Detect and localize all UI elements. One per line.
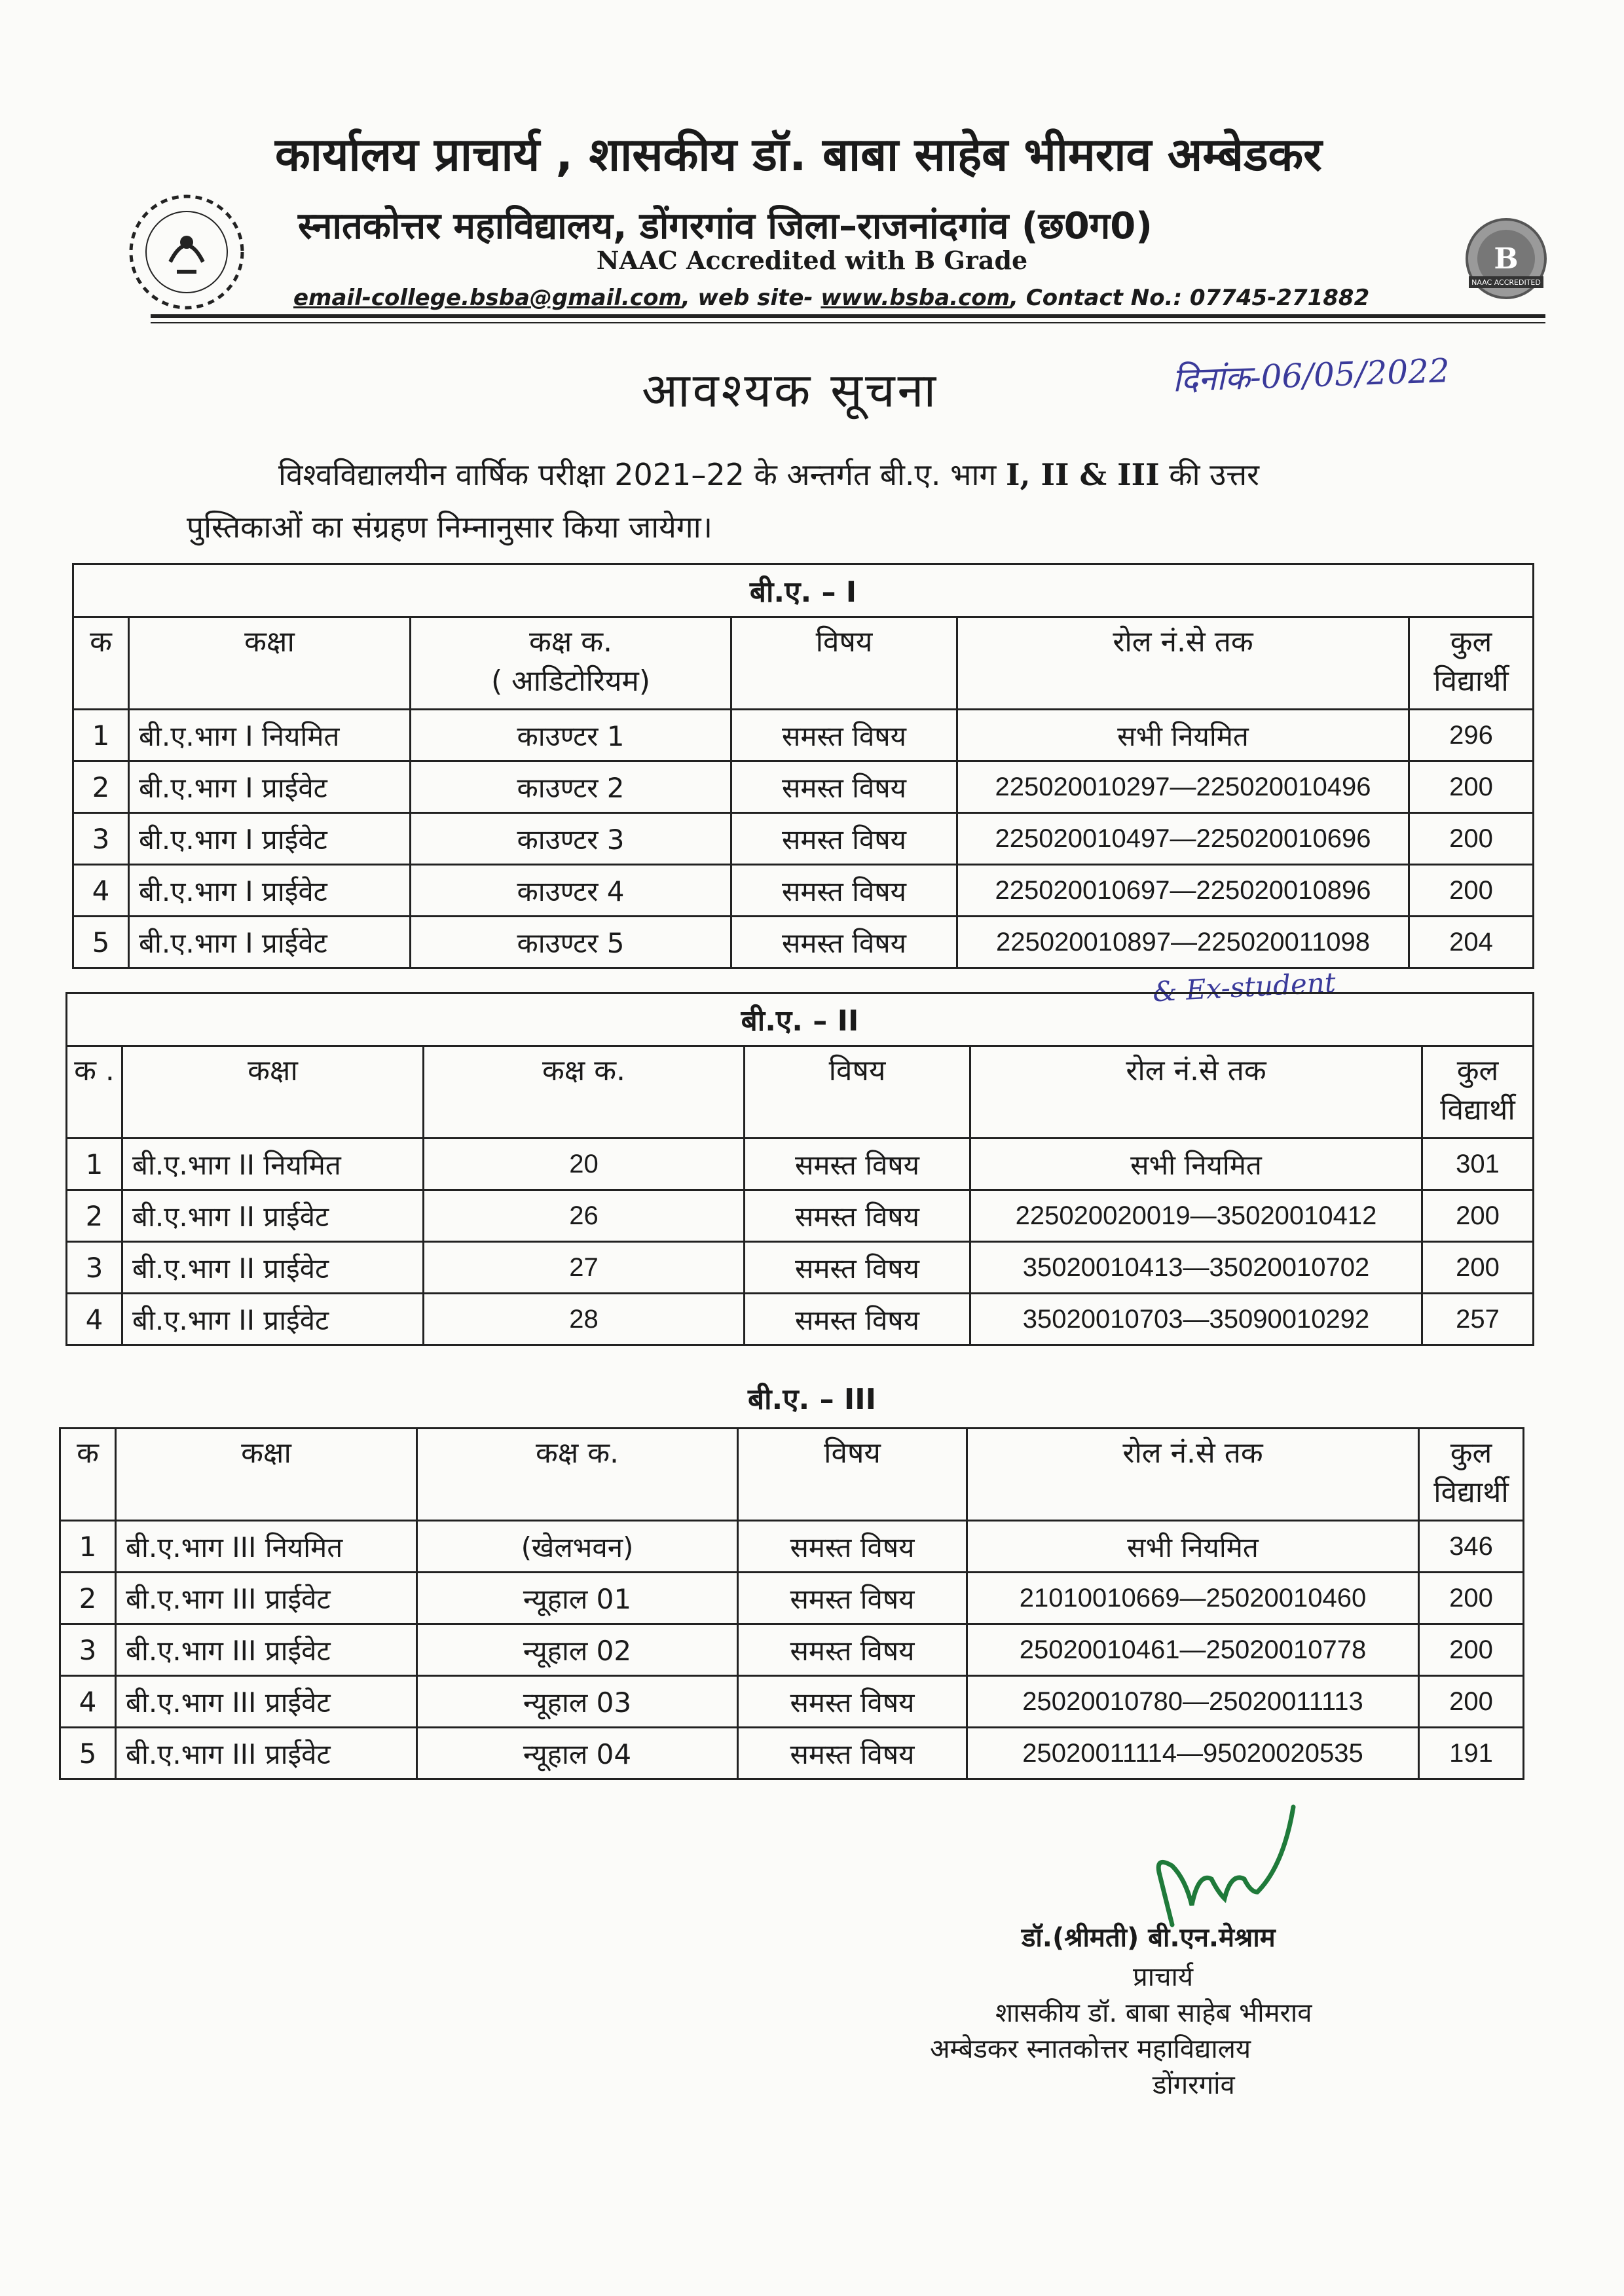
notice-title: आवश्यक सूचना [642, 363, 939, 418]
cell-subject: समस्त विषय [738, 1521, 967, 1573]
col-header-roll: रोल नं.से तक [970, 1046, 1422, 1139]
cell-sn: 3 [67, 1242, 122, 1294]
signatory-place: डोंगरगांव [1153, 2070, 1235, 2100]
cell-roll: सभी नियमित [967, 1521, 1419, 1573]
cell-room: न्यूहाल 03 [417, 1676, 738, 1728]
intro-text-line2: पुस्तिकाओं का संग्रहण निम्नानुसार किया जायेगा। [187, 509, 713, 545]
cell-subject: समस्त विषय [745, 1139, 970, 1190]
table-caption: बी.ए. – I [73, 564, 1534, 617]
col-header-class: कक्षा [129, 617, 411, 710]
cell-subject: समस्त विषय [738, 1624, 967, 1676]
cell-subject: समस्त विषय [745, 1190, 970, 1242]
badge-caption: NAAC ACCREDITED [1471, 278, 1541, 287]
cell-subject: समस्त विषय [731, 710, 957, 761]
cell-room: न्यूहाल 04 [417, 1728, 738, 1779]
cell-total: 200 [1419, 1676, 1524, 1728]
cell-room: काउण्टर 1 [411, 710, 731, 761]
cell-subject: समस्त विषय [731, 865, 957, 917]
cell-total: 346 [1419, 1521, 1524, 1573]
cell-class: बी.ए.भाग I प्राईवेट [129, 761, 411, 813]
table-row [73, 917, 1534, 968]
cell-subject: समस्त विषय [731, 813, 957, 865]
cell-room: 28 [424, 1294, 745, 1345]
cell-room: न्यूहाल 02 [417, 1624, 738, 1676]
email-link[interactable]: email-college.bsba@gmail.com [293, 285, 682, 311]
intro-text-a: विश्वविद्यालयीन वार्षिक परीक्षा 2021–22 के अन्तर्गत बी.ए. भाग [278, 457, 1006, 492]
cell-roll: सभी नियमित [970, 1139, 1422, 1190]
cell-total: 200 [1422, 1190, 1534, 1242]
accreditation-text: NAAC Accredited with B Grade [596, 246, 1028, 275]
table-row [60, 1624, 1524, 1676]
cell-roll: 225020010497—225020010696 [957, 813, 1409, 865]
cell-sn: 2 [60, 1573, 116, 1624]
contact-line [293, 285, 1407, 311]
cell-class: बी.ए.भाग I प्राईवेट [129, 813, 411, 865]
cell-room: काउण्टर 5 [411, 917, 731, 968]
cell-class: बी.ए.भाग I प्राईवेट [129, 917, 411, 968]
col-header-subject: विषय [731, 617, 957, 710]
col-header-total: कुल विद्यार्थी [1409, 617, 1534, 710]
cell-room: न्यूहाल 01 [417, 1573, 738, 1624]
cell-class: बी.ए.भाग II नियमित [122, 1139, 424, 1190]
naac-badge-icon [1464, 216, 1549, 301]
cell-class: बी.ए.भाग II प्राईवेट [122, 1242, 424, 1294]
cell-sn: 3 [60, 1624, 116, 1676]
table-row [73, 710, 1534, 761]
cell-roll: 225020020019—35020010412 [970, 1190, 1422, 1242]
cell-roll: 21010010669—25020010460 [967, 1573, 1419, 1624]
signatory-name: डॉ.(श्रीमती) बी.एन.मेश्राम [1022, 1923, 1276, 1953]
cell-roll: 25020011114—95020020535 [967, 1728, 1419, 1779]
table-row [67, 1294, 1534, 1345]
col-header-total: कुल विद्यार्थी [1422, 1046, 1534, 1139]
table-row [60, 1521, 1524, 1573]
cell-total: 200 [1422, 1242, 1534, 1294]
cell-class: बी.ए.भाग III प्राईवेट [116, 1676, 417, 1728]
website-label: , web site- [681, 285, 821, 311]
cell-roll: 25020010461—25020010778 [967, 1624, 1419, 1676]
cell-roll: 225020010897—225020011098 [957, 917, 1409, 968]
table-row [60, 1676, 1524, 1728]
cell-total: 296 [1409, 710, 1534, 761]
cell-total: 200 [1419, 1573, 1524, 1624]
cell-class: बी.ए.भाग I नियमित [129, 710, 411, 761]
col-header-total: कुल विद्यार्थी [1419, 1429, 1524, 1521]
col-header-class: कक्षा [122, 1046, 424, 1139]
table-ba-2 [65, 992, 1534, 1346]
cell-room: काउण्टर 3 [411, 813, 731, 865]
table-row [67, 1190, 1534, 1242]
table-row [67, 1242, 1534, 1294]
cell-sn: 2 [73, 761, 129, 813]
cell-room: 27 [424, 1242, 745, 1294]
handwritten-ex-student-note: & Ex-student [1151, 966, 1337, 1008]
cell-roll: 25020010780—25020011113 [967, 1676, 1419, 1728]
cell-roll: 225020010297—225020010496 [957, 761, 1409, 813]
cell-roll: 35020010413—35020010702 [970, 1242, 1422, 1294]
cell-class: बी.ए.भाग III नियमित [116, 1521, 417, 1573]
cell-total: 200 [1409, 761, 1534, 813]
col-header-subject: विषय [745, 1046, 970, 1139]
cell-subject: समस्त विषय [738, 1676, 967, 1728]
col-header-room-sub: ( आडिटोरियम) [490, 665, 651, 698]
cell-class: बी.ए.भाग I प्राईवेट [129, 865, 411, 917]
cell-sn: 1 [67, 1139, 122, 1190]
cell-total: 301 [1422, 1139, 1534, 1190]
col-header-roll: रोल नं.से तक [957, 617, 1409, 710]
cell-sn: 4 [73, 865, 129, 917]
cell-class: बी.ए.भाग III प्राईवेट [116, 1573, 417, 1624]
col-header-roll: रोल नं.से तक [967, 1429, 1419, 1521]
table-row [73, 761, 1534, 813]
cell-total: 200 [1419, 1624, 1524, 1676]
col-header-class: कक्षा [116, 1429, 417, 1521]
cell-class: बी.ए.भाग II प्राईवेट [122, 1190, 424, 1242]
header-divider-thick [151, 314, 1545, 318]
table-row [60, 1573, 1524, 1624]
cell-room: (खेलभवन) [417, 1521, 738, 1573]
cell-roll: 225020010697—225020010896 [957, 865, 1409, 917]
cell-class: बी.ए.भाग II प्राईवेट [122, 1294, 424, 1345]
table-row [73, 813, 1534, 865]
cell-subject: समस्त विषय [731, 761, 957, 813]
cell-subject: समस्त विषय [738, 1728, 967, 1779]
table-row [60, 1728, 1524, 1779]
table-caption-ba-3: बी.ए. – III [747, 1383, 877, 1416]
cell-subject: समस्त विषय [745, 1242, 970, 1294]
cell-room: 26 [424, 1190, 745, 1242]
cell-sn: 1 [73, 710, 129, 761]
table-row [67, 1139, 1534, 1190]
signatory-institution-line2: अम्बेडकर स्नातकोत्तर महाविद्यालय [930, 2034, 1251, 2064]
cell-sn: 2 [67, 1190, 122, 1242]
cell-subject: समस्त विषय [738, 1573, 967, 1624]
cell-total: 200 [1409, 813, 1534, 865]
cell-room: काउण्टर 2 [411, 761, 731, 813]
badge-letter: B [1494, 242, 1519, 276]
table-ba-1 [72, 563, 1534, 969]
cell-sn: 5 [73, 917, 129, 968]
col-header-room: कक्ष क. [424, 1046, 745, 1139]
cell-room: काउण्टर 4 [411, 865, 731, 917]
website-link[interactable]: www.bsba.com [821, 285, 1010, 311]
cell-roll: सभी नियमित [957, 710, 1409, 761]
col-header-subject: विषय [738, 1429, 967, 1521]
table-ba-3 [59, 1427, 1524, 1780]
cell-subject: समस्त विषय [731, 917, 957, 968]
cell-roll: 35020010703—35090010292 [970, 1294, 1422, 1345]
table-caption: बी.ए. – II [67, 993, 1534, 1046]
col-header-sn: क [73, 617, 129, 710]
contact-number: , Contact No.: 07745-271882 [1010, 285, 1370, 311]
cell-sn: 3 [73, 813, 129, 865]
cell-total: 257 [1422, 1294, 1534, 1345]
intro-paragraph [187, 448, 1431, 553]
intro-text-c: की उत्तर [1159, 457, 1259, 492]
cell-class: बी.ए.भाग III प्राईवेट [116, 1624, 417, 1676]
cell-class: बी.ए.भाग III प्राईवेट [116, 1728, 417, 1779]
col-header-sn: क [60, 1429, 116, 1521]
col-header-room: कक्ष क. [417, 1429, 738, 1521]
header-divider-thin [151, 322, 1545, 323]
cell-sn: 4 [67, 1294, 122, 1345]
header-title-line1: कार्यालय प्राचार्य , शासकीय डॉ. बाबा साहेब भीमराव अम्बेडकर [275, 128, 1322, 181]
cell-subject: समस्त विषय [745, 1294, 970, 1345]
col-header-room: कक्ष क. ( आडिटोरियम) [411, 617, 731, 710]
cell-sn: 1 [60, 1521, 116, 1573]
cell-sn: 5 [60, 1728, 116, 1779]
cell-sn: 4 [60, 1676, 116, 1728]
signatory-role: प्राचार्य [1133, 1962, 1194, 1992]
cell-total: 204 [1409, 917, 1534, 968]
table-row [73, 865, 1534, 917]
col-header-sn: क . [67, 1046, 122, 1139]
cell-total: 191 [1419, 1728, 1524, 1779]
cell-room: 20 [424, 1139, 745, 1190]
intro-text-parts: I, II & III [1005, 457, 1160, 492]
handwritten-date: दिनांक-06/05/2022 [1172, 352, 1450, 399]
cell-total: 200 [1409, 865, 1534, 917]
signatory-institution-line1: शासकीय डॉ. बाबा साहेब भीमराव [995, 1998, 1312, 2028]
header-title-line2: स्नातकोत्तर महाविद्यालय, डोंगरगांव जिला–राजनांदगांव (छ0ग0) [298, 205, 1153, 247]
